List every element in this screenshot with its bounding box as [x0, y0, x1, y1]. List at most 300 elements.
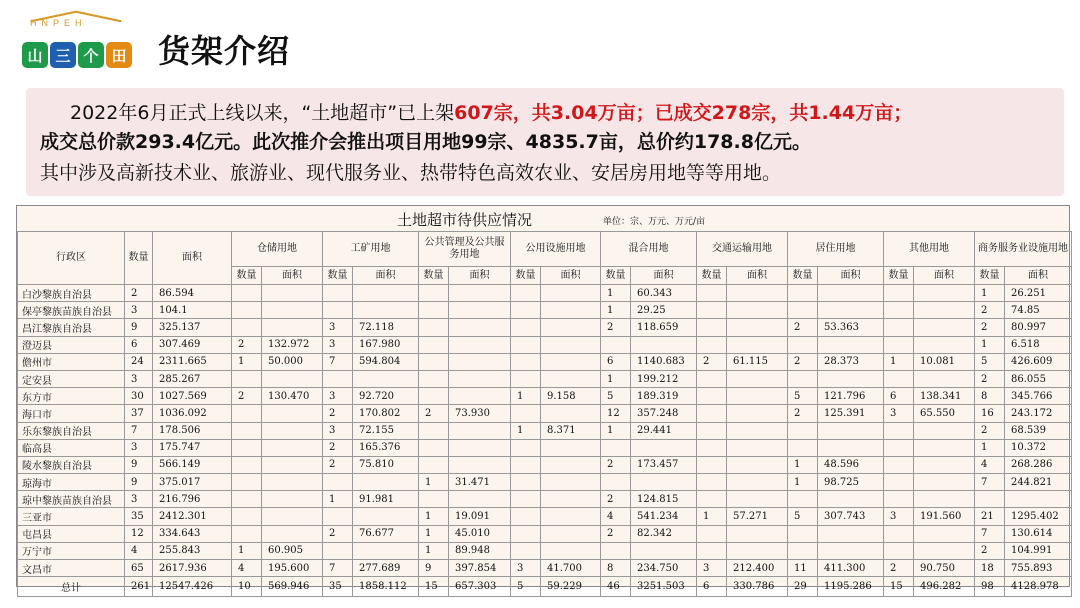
region-cell: 琼中黎族苗族自治县 [18, 491, 125, 508]
header-group: 商务服务业设施用地 [975, 232, 1072, 267]
table-cell: 35 [125, 508, 153, 525]
table-cell [697, 491, 727, 508]
table-cell [884, 285, 914, 302]
table-cell: 541.234 [631, 508, 697, 525]
table-cell: 130.614 [1005, 525, 1072, 542]
table-cell [449, 422, 511, 439]
table-cell: 11 [788, 560, 818, 577]
table-cell: 9 [125, 319, 153, 336]
table-cell [697, 542, 727, 559]
table-cell: 212.400 [727, 560, 788, 577]
table-cell [262, 370, 323, 387]
table-cell [697, 474, 727, 491]
header-sub-count: 数量 [884, 267, 914, 285]
table-cell [511, 353, 541, 370]
table-cell [232, 474, 262, 491]
table-cell [419, 336, 449, 353]
table-cell [727, 525, 788, 542]
header-sub-count: 数量 [511, 267, 541, 285]
table-cell: 2 [975, 542, 1005, 559]
table-cell: 73.930 [449, 405, 511, 422]
header-sub-count: 数量 [601, 267, 631, 285]
table-cell: 130.470 [262, 388, 323, 405]
table-cell [232, 508, 262, 525]
table-cell: 2 [601, 491, 631, 508]
table-cell [449, 319, 511, 336]
table-cell [511, 491, 541, 508]
table-cell [914, 525, 975, 542]
table-cell [449, 456, 511, 473]
header-sub-count: 数量 [323, 267, 353, 285]
table-cell: 255.843 [153, 542, 232, 559]
table-cell: 57.271 [727, 508, 788, 525]
table-cell [914, 422, 975, 439]
table-cell [323, 285, 353, 302]
table-cell: 1027.569 [153, 388, 232, 405]
table-cell: 18 [975, 560, 1005, 577]
header-sub-area: 面积 [262, 267, 323, 285]
table-cell [914, 456, 975, 473]
table-cell [631, 474, 697, 491]
table-cell: 50.000 [262, 353, 323, 370]
table-cell: 5 [975, 353, 1005, 370]
region-cell: 昌江黎族自治县 [18, 319, 125, 336]
table-cell: 1 [511, 388, 541, 405]
table-cell: 53.363 [818, 319, 884, 336]
header-sub-area: 面积 [449, 267, 511, 285]
table-cell [541, 405, 601, 422]
region-cell: 定安县 [18, 370, 125, 387]
table-cell: 1 [601, 422, 631, 439]
table-cell: 10.372 [1005, 439, 1072, 456]
table-cell [419, 388, 449, 405]
table-cell: 86.594 [153, 285, 232, 302]
table-cell: 5 [601, 388, 631, 405]
table-cell: 1 [975, 439, 1005, 456]
region-cell: 东方市 [18, 388, 125, 405]
table-cell [511, 370, 541, 387]
table-cell [1005, 491, 1072, 508]
table-cell: 657.303 [449, 577, 511, 597]
table-cell: 3251.503 [631, 577, 697, 597]
table-cell [788, 285, 818, 302]
table-cell: 6.518 [1005, 336, 1072, 353]
table-cell: 3 [323, 336, 353, 353]
header-group: 公用设施用地 [511, 232, 601, 267]
table-cell: 755.893 [1005, 560, 1072, 577]
table-cell: 1 [419, 525, 449, 542]
table-cell: 3 [125, 491, 153, 508]
table-cell [541, 353, 601, 370]
table-cell [541, 474, 601, 491]
table-cell: 2 [975, 370, 1005, 387]
table-cell [323, 370, 353, 387]
table-cell: 1036.092 [153, 405, 232, 422]
intro-line-2: 成交总价款293.4亿元。此次推介会推出项目用地99宗、4835.7亩，总价约178.8亿元。 [40, 131, 811, 153]
table-cell: 46 [601, 577, 631, 597]
table-cell [541, 439, 601, 456]
table-cell: 24 [125, 353, 153, 370]
header-sub-area: 面积 [727, 267, 788, 285]
table-cell [818, 439, 884, 456]
table-cell [914, 336, 975, 353]
table-cell [884, 491, 914, 508]
table-cell [541, 302, 601, 319]
company-logo [18, 8, 136, 72]
intro-line-1 [70, 100, 912, 126]
table-cell [511, 474, 541, 491]
table-cell [914, 542, 975, 559]
table-cell: 7 [975, 525, 1005, 542]
table-cell [727, 285, 788, 302]
logo-block: 田 [106, 42, 132, 68]
table-cell: 1140.683 [631, 353, 697, 370]
table-cell [353, 370, 419, 387]
intro-text: 2022年6月正式上线以来，“土地超市”已上架 [70, 102, 455, 124]
table-cell: 82.342 [631, 525, 697, 542]
table-unit: 单位：宗、万元、万元/亩 [603, 217, 706, 227]
table-cell: 2311.665 [153, 353, 232, 370]
table-cell [323, 542, 353, 559]
table-cell: 3 [697, 560, 727, 577]
table-cell [788, 439, 818, 456]
table-cell: 29.441 [631, 422, 697, 439]
table-cell: 5 [788, 388, 818, 405]
header-group: 混合用地 [601, 232, 697, 267]
table-cell: 5 [788, 508, 818, 525]
table-cell [697, 302, 727, 319]
table-cell: 37 [125, 405, 153, 422]
table-cell: 566.149 [153, 456, 232, 473]
table-cell [697, 388, 727, 405]
intro-highlight: 607宗，共3.04万亩；已成交278宗，共1.44万亩； [454, 102, 913, 124]
header-area: 面积 [153, 232, 232, 285]
table-cell [818, 491, 884, 508]
table-cell [788, 370, 818, 387]
table-row [18, 439, 1072, 456]
table-cell: 1 [419, 508, 449, 525]
table-cell: 1858.112 [353, 577, 419, 597]
table-cell: 325.137 [153, 319, 232, 336]
table-cell [449, 353, 511, 370]
table-cell: 10 [232, 577, 262, 597]
table-cell [884, 542, 914, 559]
table-cell: 9 [125, 474, 153, 491]
region-cell: 海口市 [18, 405, 125, 422]
table-cell: 3 [884, 405, 914, 422]
table-cell [511, 439, 541, 456]
table-cell: 1 [601, 302, 631, 319]
table-cell: 76.677 [353, 525, 419, 542]
table-cell [818, 525, 884, 542]
table-cell: 4 [975, 456, 1005, 473]
table-cell [914, 302, 975, 319]
table-cell [727, 491, 788, 508]
table-cell [697, 285, 727, 302]
table-cell [232, 285, 262, 302]
table-cell: 86.055 [1005, 370, 1072, 387]
table-cell: 30 [125, 388, 153, 405]
table-cell [914, 439, 975, 456]
supply-table [17, 231, 1072, 597]
table-cell: 45.010 [449, 525, 511, 542]
header-group: 其他用地 [884, 232, 975, 267]
table-cell: 2 [232, 336, 262, 353]
table-cell: 2 [697, 353, 727, 370]
table-cell [232, 491, 262, 508]
table-row [18, 388, 1072, 405]
intro-box [26, 88, 1064, 196]
table-cell [323, 474, 353, 491]
table-row [18, 336, 1072, 353]
table-row [18, 405, 1072, 422]
region-cell: 万宁市 [18, 542, 125, 559]
table-cell: 1 [419, 474, 449, 491]
table-cell: 2412.301 [153, 508, 232, 525]
table-cell: 91.981 [353, 491, 419, 508]
table-cell: 165.376 [353, 439, 419, 456]
table-cell: 2 [419, 405, 449, 422]
table-cell [262, 422, 323, 439]
table-cell [541, 370, 601, 387]
table-cell [541, 508, 601, 525]
table-row [18, 456, 1072, 473]
total-row [18, 577, 1072, 597]
table-cell: 2 [884, 560, 914, 577]
table-cell [697, 525, 727, 542]
table-cell: 7 [975, 474, 1005, 491]
table-cell: 2 [601, 456, 631, 473]
table-cell: 307.469 [153, 336, 232, 353]
table-cell: 4128.978 [1005, 577, 1072, 597]
table-cell: 330.786 [727, 577, 788, 597]
table-cell: 138.341 [914, 388, 975, 405]
table-cell [788, 302, 818, 319]
table-cell [262, 456, 323, 473]
region-cell: 三亚市 [18, 508, 125, 525]
table-row [18, 525, 1072, 542]
table-cell [884, 456, 914, 473]
table-cell [884, 302, 914, 319]
table-cell: 1 [788, 456, 818, 473]
header-group: 居住用地 [788, 232, 884, 267]
table-cell: 92.720 [353, 388, 419, 405]
supply-table-panel [16, 205, 1070, 595]
table-cell: 2 [601, 525, 631, 542]
table-cell [449, 388, 511, 405]
table-cell [697, 439, 727, 456]
table-cell [631, 336, 697, 353]
table-body [18, 285, 1072, 597]
table-cell: 1 [975, 285, 1005, 302]
table-cell [697, 405, 727, 422]
table-cell: 1 [884, 353, 914, 370]
table-cell [727, 405, 788, 422]
table-cell [788, 336, 818, 353]
table-cell [818, 370, 884, 387]
table-cell [727, 474, 788, 491]
header-sub-count: 数量 [419, 267, 449, 285]
logo-block: 个 [78, 42, 104, 68]
table-cell [262, 474, 323, 491]
region-cell: 琼海市 [18, 474, 125, 491]
table-cell: 26.251 [1005, 285, 1072, 302]
table-cell [727, 336, 788, 353]
table-cell [541, 525, 601, 542]
table-cell [727, 422, 788, 439]
table-cell: 132.972 [262, 336, 323, 353]
table-cell: 29.25 [631, 302, 697, 319]
table-cell: 31.471 [449, 474, 511, 491]
table-cell [511, 542, 541, 559]
table-cell: 68.539 [1005, 422, 1072, 439]
table-cell: 195.600 [262, 560, 323, 577]
table-cell: 59.229 [541, 577, 601, 597]
table-cell [232, 405, 262, 422]
table-cell: 3 [323, 388, 353, 405]
header-sub-area: 面积 [914, 267, 975, 285]
table-cell [449, 370, 511, 387]
header-sub-count: 数量 [788, 267, 818, 285]
table-cell [788, 525, 818, 542]
table-cell [601, 542, 631, 559]
table-row [18, 474, 1072, 491]
table-cell [727, 319, 788, 336]
table-row [18, 542, 1072, 559]
table-cell: 175.747 [153, 439, 232, 456]
table-cell: 104.1 [153, 302, 232, 319]
page-title: 货架介绍 [158, 32, 291, 70]
table-cell [419, 353, 449, 370]
table-title: 土地超市待供应情况 [397, 211, 533, 229]
table-cell: 1 [697, 508, 727, 525]
table-cell: 72.155 [353, 422, 419, 439]
table-cell: 9 [419, 560, 449, 577]
header-group: 交通运输用地 [697, 232, 788, 267]
table-cell [884, 336, 914, 353]
table-cell [232, 422, 262, 439]
table-cell [884, 439, 914, 456]
table-cell [419, 370, 449, 387]
table-cell: 5 [511, 577, 541, 597]
table-cell [419, 422, 449, 439]
logo-letters: HNPEH [30, 18, 87, 28]
table-cell: 90.750 [914, 560, 975, 577]
table-cell [511, 508, 541, 525]
table-cell: 397.854 [449, 560, 511, 577]
table-cell [914, 285, 975, 302]
table-cell [541, 319, 601, 336]
table-cell: 124.815 [631, 491, 697, 508]
table-cell: 243.172 [1005, 405, 1072, 422]
table-cell [262, 508, 323, 525]
table-cell [884, 525, 914, 542]
table-cell: 3 [125, 370, 153, 387]
table-cell [541, 491, 601, 508]
logo-block: 山 [22, 42, 48, 68]
table-cell [601, 336, 631, 353]
table-cell: 80.997 [1005, 319, 1072, 336]
table-cell: 10.081 [914, 353, 975, 370]
table-cell [727, 439, 788, 456]
region-cell: 白沙黎族自治县 [18, 285, 125, 302]
table-row [18, 422, 1072, 439]
table-cell: 60.343 [631, 285, 697, 302]
table-cell: 98.725 [818, 474, 884, 491]
table-cell: 357.248 [631, 405, 697, 422]
table-cell [449, 491, 511, 508]
table-cell: 170.802 [353, 405, 419, 422]
table-cell [262, 525, 323, 542]
table-cell: 89.948 [449, 542, 511, 559]
table-cell [419, 302, 449, 319]
table-cell: 1295.402 [1005, 508, 1072, 525]
table-cell [262, 439, 323, 456]
table-row [18, 491, 1072, 508]
region-cell: 总计 [18, 577, 125, 597]
table-cell: 1 [601, 370, 631, 387]
table-cell [541, 285, 601, 302]
table-cell: 8 [601, 560, 631, 577]
table-cell [727, 542, 788, 559]
table-cell: 75.810 [353, 456, 419, 473]
table-cell: 277.689 [353, 560, 419, 577]
table-cell: 1 [232, 353, 262, 370]
logo-blocks [22, 42, 132, 68]
table-cell: 8.371 [541, 422, 601, 439]
table-cell: 3 [125, 439, 153, 456]
region-cell: 乐东黎族自治县 [18, 422, 125, 439]
table-cell: 121.796 [818, 388, 884, 405]
table-cell [449, 285, 511, 302]
table-cell [449, 336, 511, 353]
table-cell: 1 [323, 491, 353, 508]
table-cell [232, 319, 262, 336]
table-cell: 29 [788, 577, 818, 597]
table-cell [914, 319, 975, 336]
table-cell: 2 [975, 302, 1005, 319]
table-cell [541, 456, 601, 473]
table-cell: 4 [125, 542, 153, 559]
table-cell: 594.804 [353, 353, 419, 370]
table-cell: 72.118 [353, 319, 419, 336]
table-cell [419, 285, 449, 302]
table-cell: 268.286 [1005, 456, 1072, 473]
table-cell [884, 370, 914, 387]
header-count: 数量 [125, 232, 153, 285]
table-cell: 6 [125, 336, 153, 353]
table-row [18, 353, 1072, 370]
region-cell: 屯昌县 [18, 525, 125, 542]
table-cell: 2 [323, 405, 353, 422]
table-cell: 12547.426 [153, 577, 232, 597]
table-cell [419, 491, 449, 508]
header-region: 行政区 [18, 232, 125, 285]
table-cell: 9.158 [541, 388, 601, 405]
table-cell [788, 422, 818, 439]
table-cell [631, 542, 697, 559]
table-cell [323, 302, 353, 319]
table-cell: 496.282 [914, 577, 975, 597]
table-cell [884, 422, 914, 439]
table-cell: 2617.936 [153, 560, 232, 577]
table-cell: 4 [232, 560, 262, 577]
table-cell [975, 491, 1005, 508]
header-sub-area: 面积 [541, 267, 601, 285]
table-cell [511, 525, 541, 542]
table-cell: 244.821 [1005, 474, 1072, 491]
table-cell: 48.596 [818, 456, 884, 473]
